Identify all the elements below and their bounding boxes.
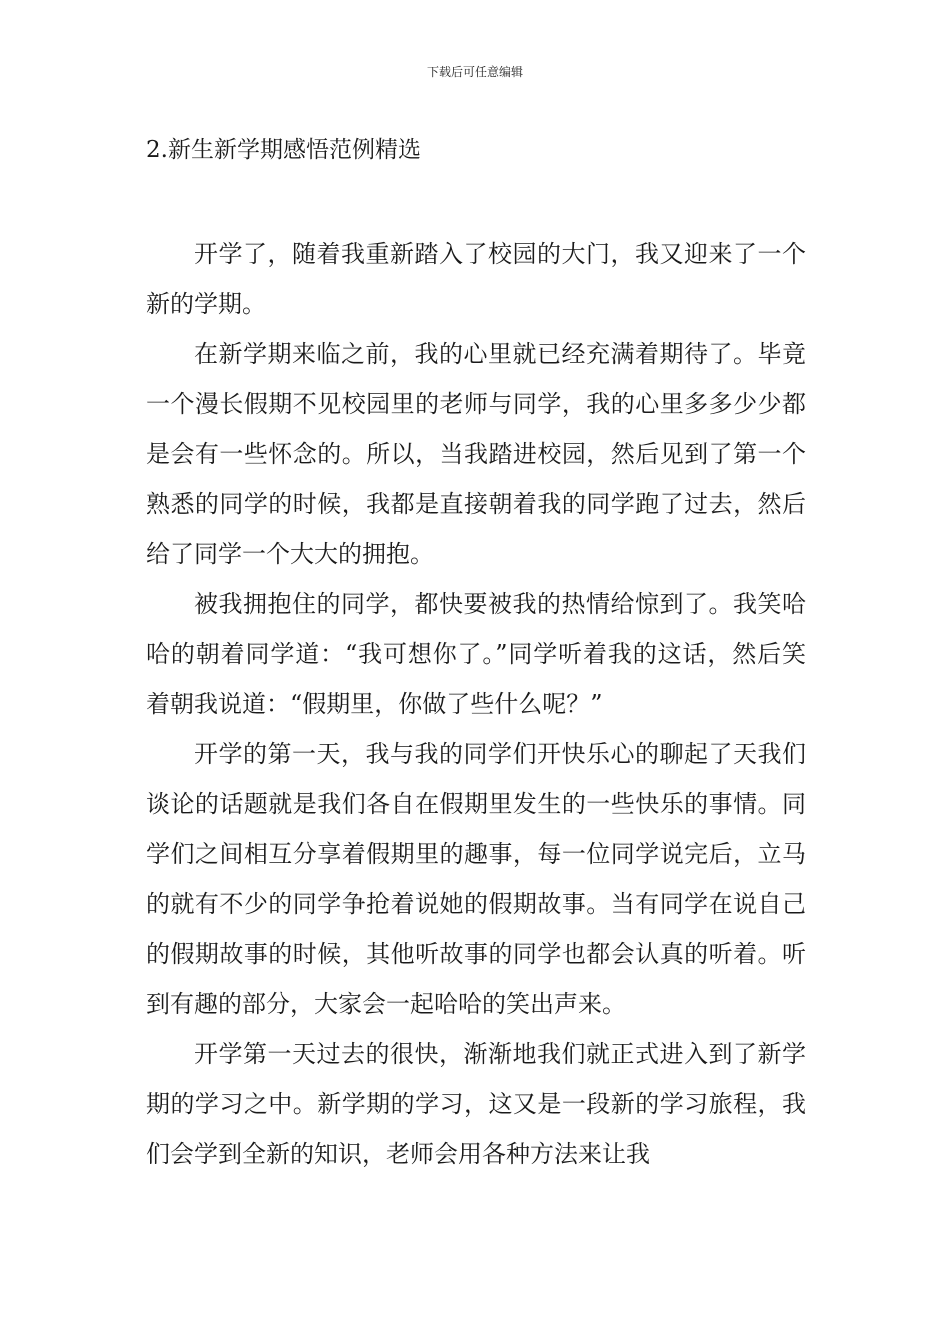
paragraph-3: 被我拥抱住的同学，都快要被我的热情给惊到了。我笑哈哈的朝着同学道：“我可想你了。”同学听着我的这话，然后笑着朝我说道：“假期里，你做了些什么呢？” [146,590,806,718]
paragraph-5: 开学第一天过去的很快，渐渐地我们就正式进入到了新学期的学习之中。新学期的学习，这又是一段新的学习旅程，我们会学到全新的知识，老师会用各种方法来让我 [146,1040,806,1168]
document-title: 2.新生新学期感悟范例精选 [146,137,421,163]
page-header: 下载后可任意编辑 [426,65,523,79]
document-body [146,229,806,1179]
paragraph-2: 在新学期来临之前，我的心里就已经充满着期待了。毕竟一个漫长假期不见校园里的老师与同学，我的心里多多少少都是会有一些怀念的。所以，当我踏进校园，然后见到了第一个熟悉的同学的时候，我都是直接朝着我的同学跑了过去，然后给了同学一个大大的拥抱。 [146,340,806,568]
paragraph-1: 开学了，随着我重新踏入了校园的大门，我又迎来了一个新的学期。 [146,240,806,318]
paragraph-4: 开学的第一天，我与我的同学们开快乐心的聊起了天我们谈论的话题就是我们各自在假期里发生的一些快乐的事情。同学们之间相互分享着假期里的趣事，每一位同学说完后，立马的就有不少的同学争抢着说她的假期故事。当有同学在说自己的假期故事的时候，其他听故事的同学也都会认真的听着。听到有趣的部分，大家会一起哈哈的笑出声来。 [146,740,806,1018]
